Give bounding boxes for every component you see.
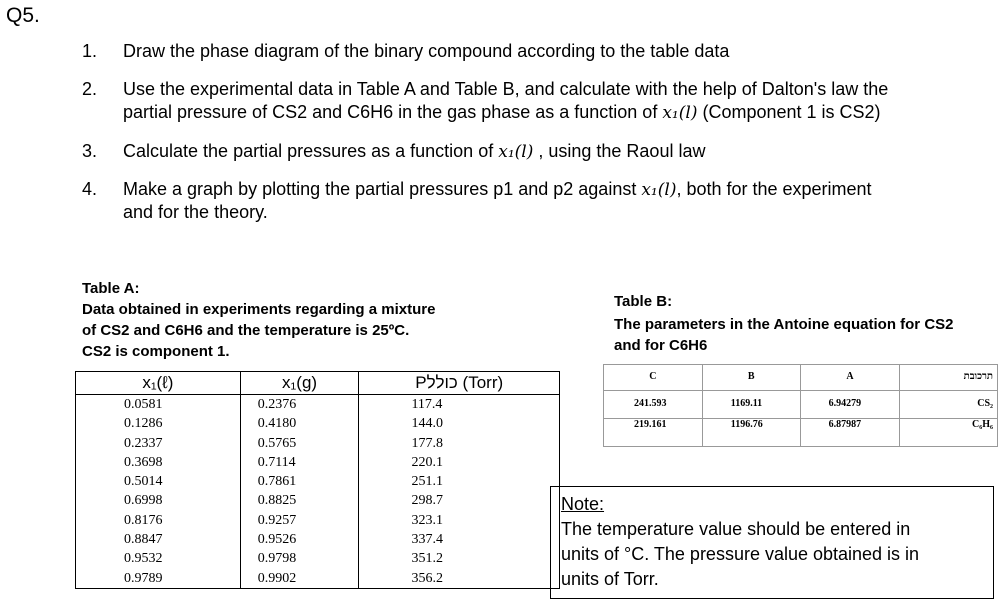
table-header-row bbox=[604, 365, 998, 391]
note-heading: Note: bbox=[561, 494, 605, 514]
table-cell: 6.87987 bbox=[800, 419, 900, 447]
x1-liquid-column: 0.0581 0.1286 0.2337 0.3698 0.5014 0.6998 0.8176 0.8847 0.9532 0.9789 bbox=[76, 395, 241, 589]
table-a-desc-line: CS2 is component 1. bbox=[82, 343, 230, 360]
table-a bbox=[75, 371, 560, 589]
total-pressure-column: 117.4 144.0 177.8 220.1 251.1 298.7 323.1 337.4 351.2 356.2 bbox=[359, 395, 560, 589]
task-text: Draw the phase diagram of the binary compound according to the table data bbox=[123, 41, 730, 61]
note-box bbox=[550, 486, 994, 599]
column-header: B bbox=[702, 365, 800, 391]
table-row bbox=[76, 395, 560, 589]
x1-liquid-symbol: x₁(l) bbox=[641, 180, 677, 200]
table-row bbox=[604, 391, 998, 419]
table-a-desc-line: of CS2 and C6H6 and the temperature is 25ºC. bbox=[82, 322, 410, 339]
note-line: The temperature value should be entered in bbox=[561, 519, 911, 539]
question-label: Q5. bbox=[6, 4, 40, 27]
table-a-title: Table A: bbox=[82, 280, 140, 297]
table-b bbox=[603, 364, 998, 447]
column-header: Pכולל (Torr) bbox=[359, 372, 560, 395]
task-text: Use the experimental data in Table A and Table B, and calculate with the help of Dalton's law the bbox=[123, 79, 889, 99]
task-text: partial pressure of CS2 and C6H6 in the gas phase as a function of x₁(l) (Component 1 is CS2) bbox=[123, 102, 881, 123]
table-b-desc-line: The parameters in the Antoine equation for CS2 bbox=[614, 316, 954, 333]
table-b-title: Table B: bbox=[614, 293, 673, 310]
task-number: 3. bbox=[82, 141, 98, 161]
task-number: 4. bbox=[82, 179, 98, 199]
task-text: and for the theory. bbox=[123, 202, 268, 222]
task-text: Make a graph by plotting the partial pressures p1 and p2 against x₁(l), both for the experiment bbox=[123, 179, 872, 200]
task-number: 1. bbox=[82, 41, 98, 61]
table-b-desc-line: and for C6H6 bbox=[614, 337, 708, 354]
x1-gas-column: 0.2376 0.4180 0.5765 0.7114 0.7861 0.8825 0.9257 0.9526 0.9798 0.9902 bbox=[240, 395, 359, 589]
task-number: 2. bbox=[82, 79, 98, 99]
table-b-caption bbox=[614, 290, 954, 356]
table-cell: 1196.76 bbox=[702, 419, 800, 447]
table-cell: CS₂ bbox=[900, 391, 998, 419]
table-header-row bbox=[76, 372, 560, 395]
column-header: C bbox=[604, 365, 703, 391]
note-line: units of Torr. bbox=[561, 569, 659, 589]
column-header: תרכובת bbox=[900, 365, 998, 391]
table-cell: 241.593 bbox=[604, 391, 703, 419]
column-header: x₁(ℓ) bbox=[76, 372, 241, 395]
column-header: A bbox=[800, 365, 900, 391]
table-row bbox=[604, 419, 998, 447]
x1-liquid-symbol: x₁(l) bbox=[498, 142, 534, 162]
table-cell: 6.94279 bbox=[800, 391, 900, 419]
table-cell: 1169.11 bbox=[702, 391, 800, 419]
column-header: x₁(g) bbox=[240, 372, 359, 395]
x1-liquid-symbol: x₁(l) bbox=[662, 103, 698, 123]
table-cell: C₆H₆ bbox=[900, 419, 998, 447]
table-a-caption bbox=[82, 278, 435, 362]
table-cell: 219.161 bbox=[604, 419, 703, 447]
note-line: units of °C. The pressure value obtained is in bbox=[561, 544, 920, 564]
table-a-desc-line: Data obtained in experiments regarding a mixture bbox=[82, 301, 436, 318]
task-text: Calculate the partial pressures as a function of x₁(l) , using the Raoul law bbox=[123, 141, 706, 162]
